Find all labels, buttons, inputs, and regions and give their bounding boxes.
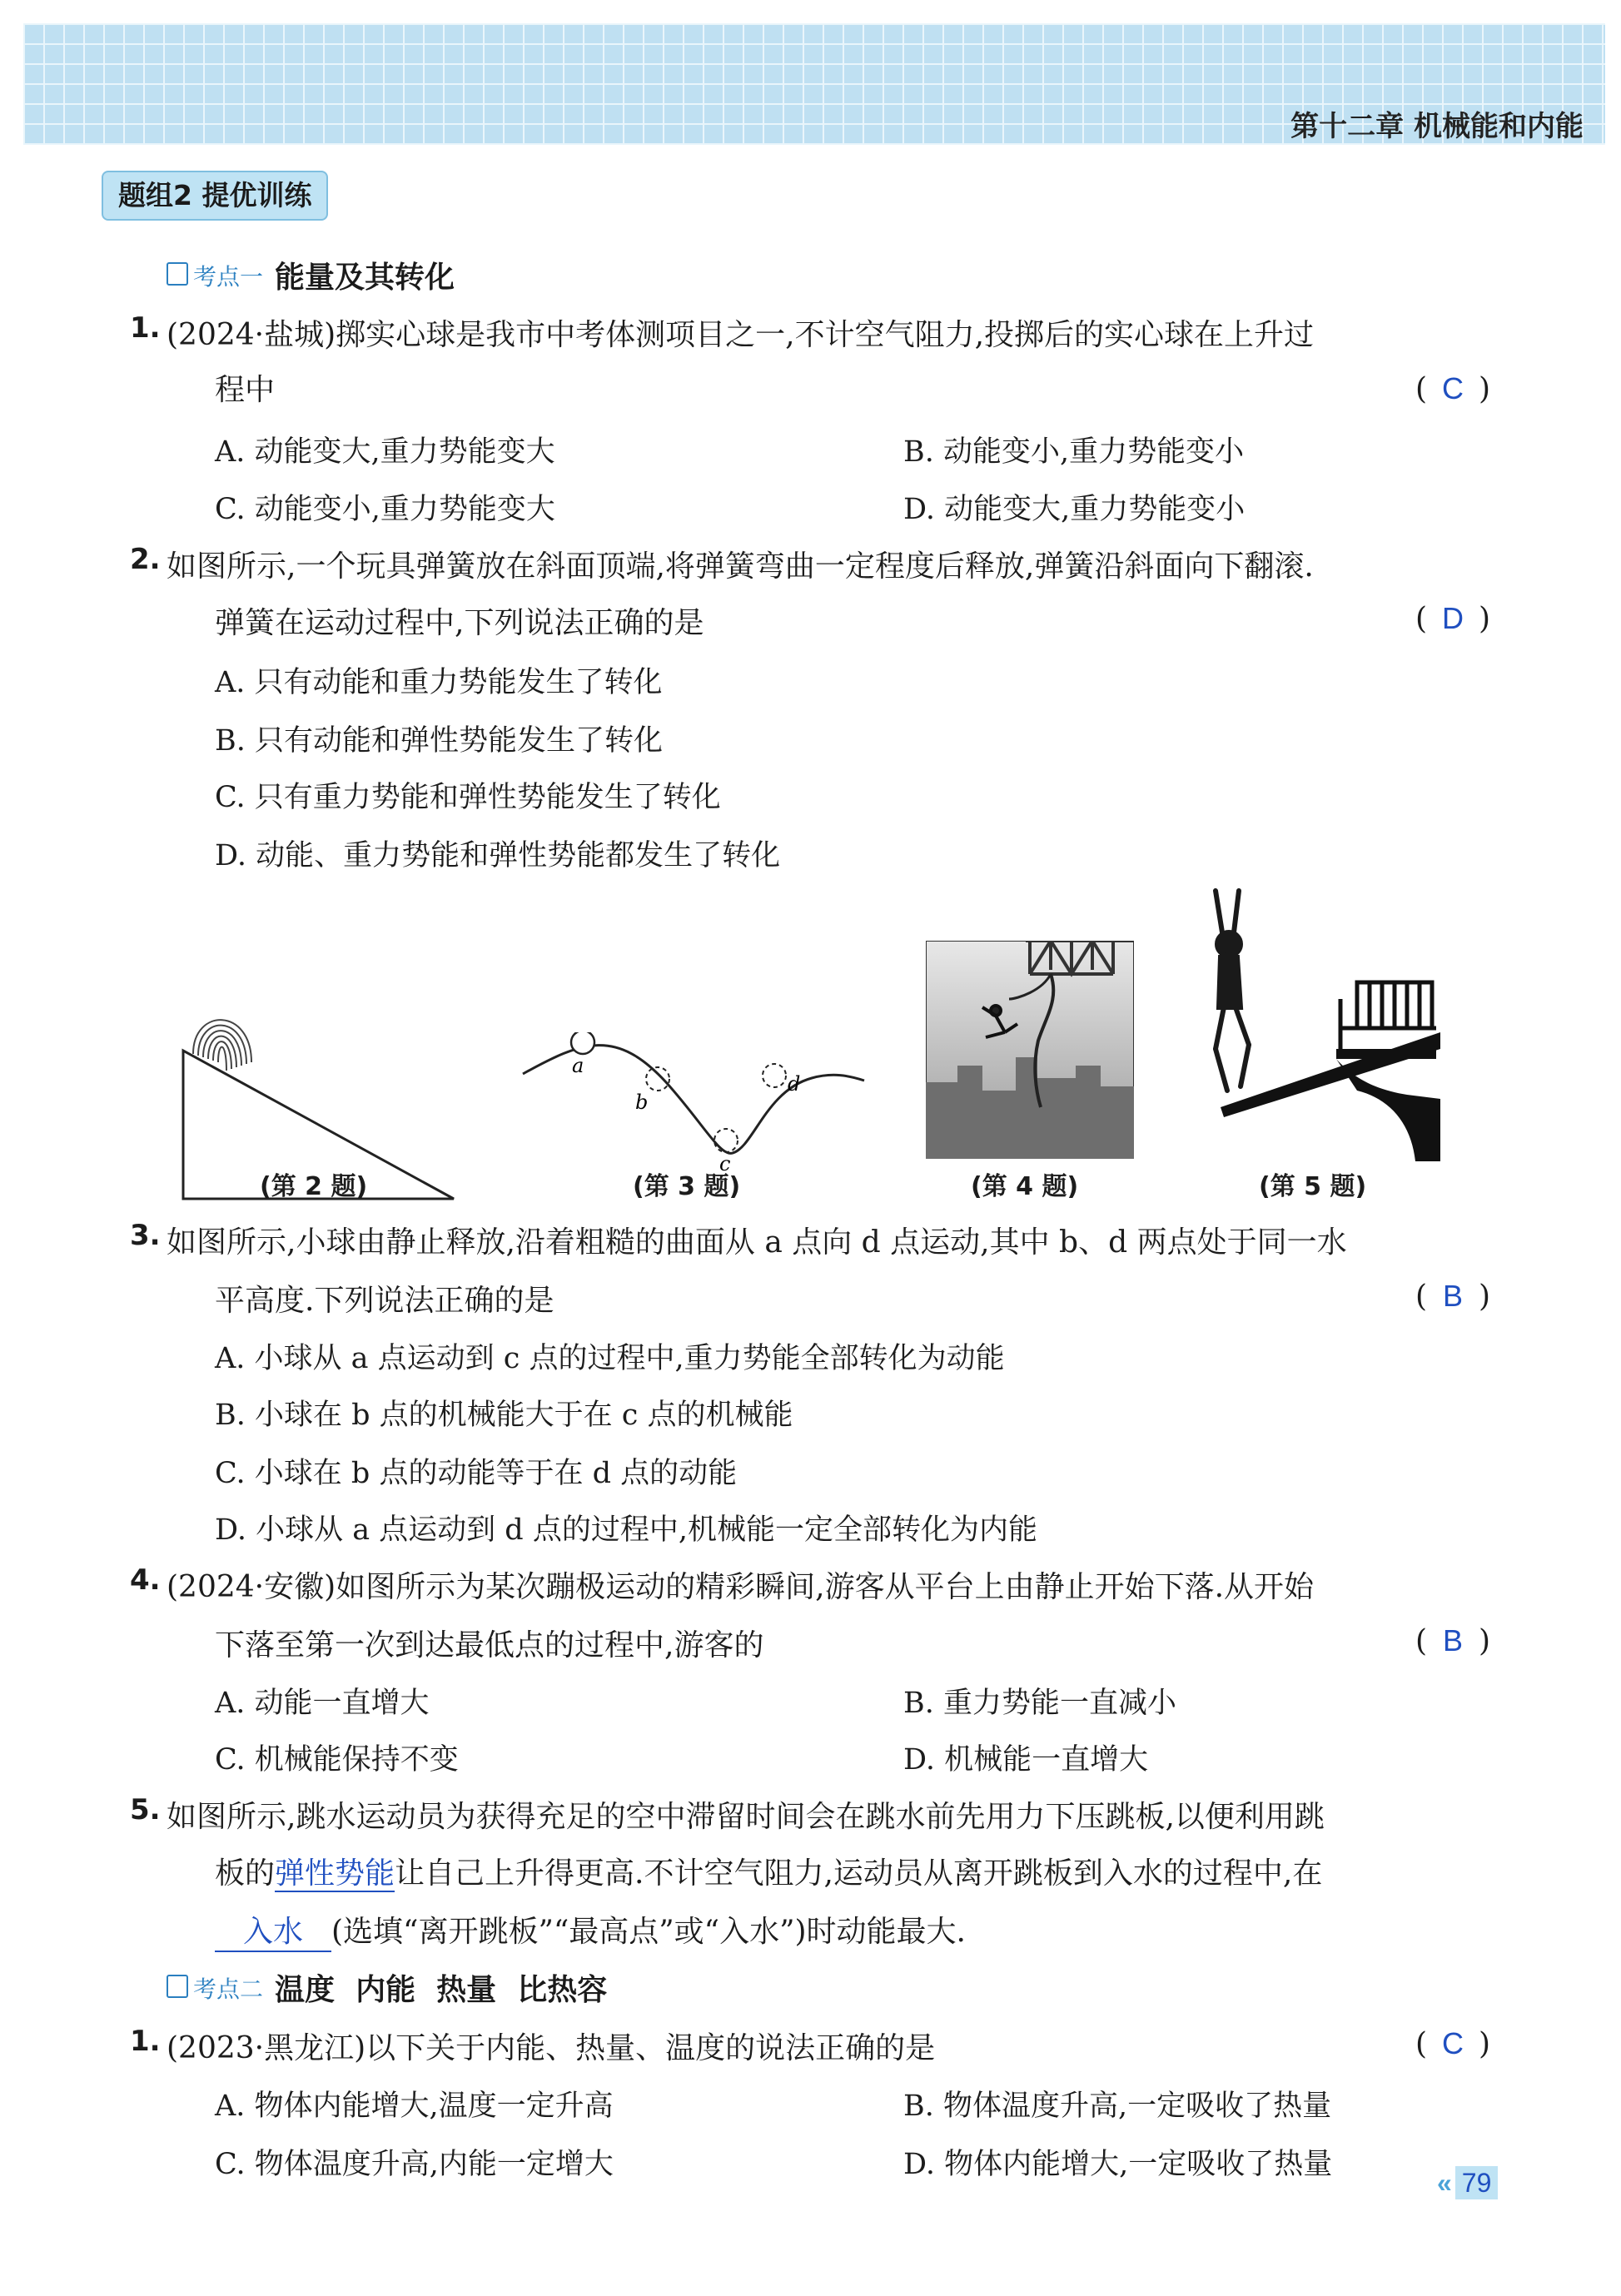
question-text: 如图所示,一个玩具弹簧放在斜面顶端,将弹簧弯曲一定程度后释放,弹簧沿斜面向下翻滚.: [167, 549, 1314, 584]
label-a: a: [572, 1054, 584, 1077]
section-label: 考点一: [193, 262, 264, 291]
section-label: 考点二: [193, 1975, 264, 2003]
caption-fig-5: (第 5 题): [1259, 1172, 1367, 1201]
chapter-title: 第十二章 机械能和内能: [1290, 110, 1584, 143]
diver-silhouette: [1216, 891, 1249, 1091]
document-icon: [167, 262, 188, 286]
answer-letter: C: [1442, 371, 1464, 405]
spring-coil: [193, 1020, 251, 1071]
question-number: 1.: [130, 311, 161, 345]
question-text: (2024·安徽)如图所示为某次蹦极运动的精彩瞬间,游客从平台上由静止开始下落.从开始: [167, 1570, 1315, 1604]
section-title: 能量及其转化: [275, 261, 455, 295]
caption-fig-4: (第 4 题): [971, 1172, 1079, 1201]
label-d: d: [788, 1072, 801, 1096]
section-title: 温度 内能 热量 比热容: [275, 1973, 608, 2007]
question-text-cont: [215, 1908, 966, 1952]
answer-bracket: ( C ): [1415, 2026, 1491, 2061]
answer-letter: C: [1442, 2026, 1464, 2060]
option-d: D. 动能、重力势能和弹性势能都发生了转化: [215, 839, 781, 872]
question-number: 5.: [130, 1793, 161, 1826]
option-a: A. 只有动能和重力势能发生了转化: [215, 666, 663, 699]
group-badge: 题组2 提优训练: [102, 171, 328, 221]
question-text: (2024·盐城)掷实心球是我市中考体测项目之一,不计空气阻力,投掷后的实心球在上升过: [167, 318, 1315, 352]
answer-letter: B: [1443, 1623, 1464, 1657]
answer-bracket: ( D ): [1415, 601, 1491, 636]
ball-at-d: [763, 1064, 786, 1087]
option-d: D. 物体内能增大,一定吸收了热量: [903, 2148, 1333, 2181]
option-a: A. 动能变大,重力势能变大: [215, 435, 555, 469]
answer-bracket: ( C ): [1415, 371, 1491, 406]
question-text-cont: 程中: [215, 373, 276, 407]
ball-at-b: [646, 1067, 669, 1091]
page-number: [1437, 2168, 1498, 2199]
option-b: B. 动能变小,重力势能变小: [903, 435, 1245, 469]
option-b: B. 重力势能一直减小: [903, 1687, 1176, 1720]
option-b: B. 物体温度升高,一定吸收了热量: [903, 2090, 1332, 2123]
option-c: C. 小球在 b 点的动能等于在 d 点的动能: [215, 1457, 738, 1490]
option-c: C. 物体温度升高,内能一定增大: [215, 2148, 614, 2181]
question-text: (2023·黑龙江)以下关于内能、热量、温度的说法正确的是: [167, 2031, 936, 2065]
text-fragment: 让自己上升得更高.不计空气阻力,运动员从离开跳板到入水的过程中,在: [395, 1856, 1323, 1891]
option-a: A. 动能一直增大: [215, 1687, 430, 1720]
chapter-header-band: [23, 23, 1605, 145]
question-text: 如图所示,跳水运动员为获得充足的空中滞留时间会在跳水前先用力下压跳板,以便利用跳: [167, 1800, 1325, 1834]
ball-at-a: [571, 1032, 594, 1054]
answer-letter: D: [1442, 601, 1464, 635]
ball-at-c: [714, 1129, 738, 1152]
option-d: D. 机械能一直增大: [903, 1743, 1149, 1777]
question-number: 3.: [130, 1219, 161, 1252]
label-c: c: [719, 1152, 731, 1174]
figure-4-bungee-photo: [926, 941, 1134, 1159]
option-d: D. 小球从 a 点运动到 d 点的过程中,机械能一定全部转化为内能: [215, 1513, 1037, 1547]
question-text-cont: 平高度.下列说法正确的是: [215, 1284, 554, 1318]
answer-bracket: ( B ): [1415, 1623, 1491, 1658]
double-chevron-icon: «: [1437, 2168, 1452, 2198]
text-fragment: (选填“离开跳板”“最高点”或“入水”)时动能最大.: [331, 1915, 966, 1949]
option-d: D. 动能变大,重力势能变小: [903, 493, 1246, 526]
section-heading-2: [167, 1966, 607, 2009]
figure-3-ball-on-curve: [516, 1032, 866, 1174]
question-number: 2.: [130, 543, 161, 576]
question-text-cont: [215, 1850, 1322, 1892]
answer-letter: B: [1443, 1279, 1464, 1313]
question-number: 1.: [130, 2025, 161, 2058]
caption-fig-3: (第 3 题): [633, 1172, 741, 1201]
figure-5-diver-on-springboard: [1191, 882, 1440, 1162]
fill-blank-answer-2: 入水: [215, 1908, 331, 1952]
option-a: A. 物体内能增大,温度一定升高: [215, 2090, 614, 2123]
option-c: C. 机械能保持不变: [215, 1743, 459, 1777]
section-heading-1: [167, 254, 455, 296]
text-fragment: 板的: [215, 1856, 276, 1891]
question-text-cont: 下落至第一次到达最低点的过程中,游客的: [215, 1628, 764, 1662]
question-text-cont: 弹簧在运动过程中,下列说法正确的是: [215, 606, 704, 640]
answer-bracket: ( B ): [1415, 1279, 1491, 1314]
question-text: 如图所示,小球由静止释放,沿着粗糙的曲面从 a 点向 d 点运动,其中 b、d 两点处于同一水: [167, 1225, 1347, 1260]
caption-fig-2: (第 2 题): [260, 1172, 368, 1201]
page-number-value: 79: [1455, 2166, 1499, 2199]
option-a: A. 小球从 a 点运动到 c 点的过程中,重力势能全部转化为动能: [215, 1342, 1005, 1375]
document-icon: [167, 1975, 188, 1998]
label-b: b: [635, 1091, 649, 1114]
fill-blank-answer-1: 弹性势能: [275, 1856, 395, 1891]
option-c: C. 只有重力势能和弹性势能发生了转化: [215, 781, 721, 814]
option-c: C. 动能变小,重力势能变大: [215, 493, 555, 526]
option-b: B. 小球在 b 点的机械能大于在 c 点的机械能: [215, 1399, 793, 1432]
question-number: 4.: [130, 1563, 161, 1597]
option-b: B. 只有动能和弹性势能发生了转化: [215, 724, 663, 758]
